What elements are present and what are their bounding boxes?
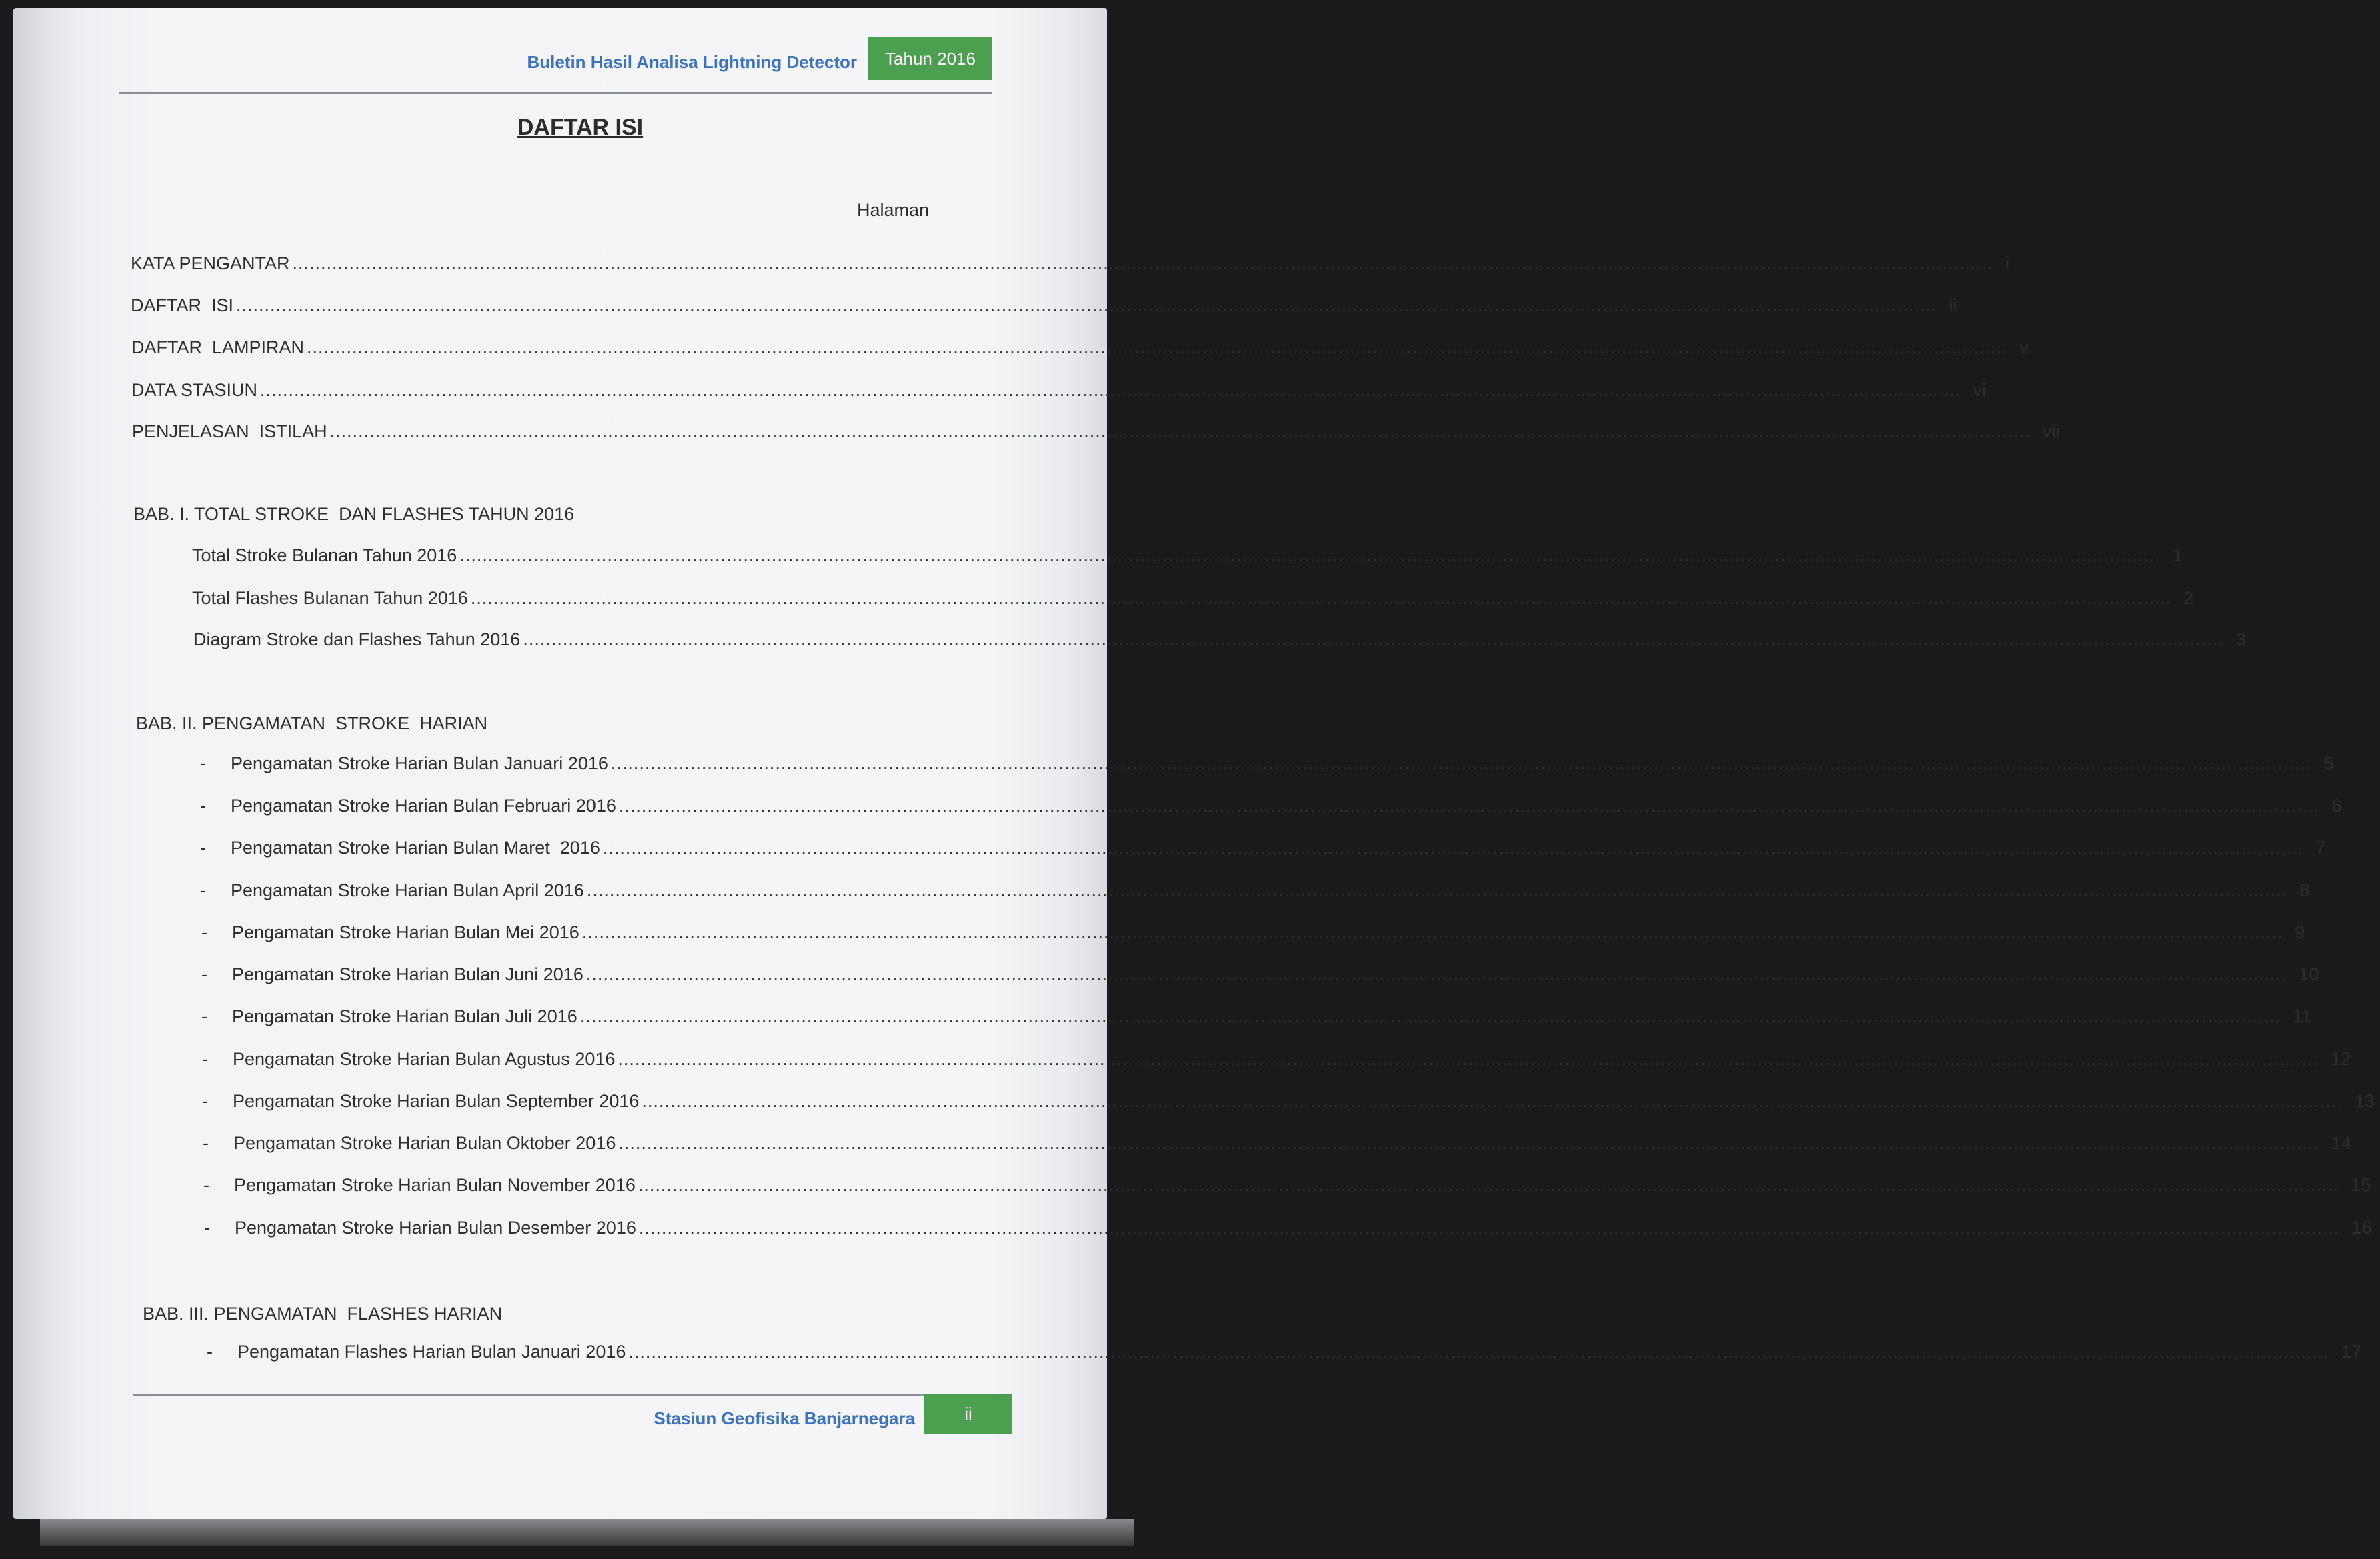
toc-entry[interactable] — [131, 295, 1957, 316]
page-edge-shadow — [40, 1519, 1134, 1546]
toc-entry-page: 9 — [2295, 922, 2305, 942]
dot-leader: ............................................................................................................................................................................................................................................................................................................ — [618, 1133, 2319, 1153]
toc-entry-label: Pengamatan Stroke Harian Bulan November 2016 — [234, 1175, 636, 1195]
toc-entry-page: 1 — [2172, 545, 2183, 565]
toc-entry-dash: - — [201, 922, 207, 942]
toc-entry[interactable] — [202, 1091, 2375, 1112]
dot-leader: ............................................................................................................................................................................................................................................................................................................ — [585, 964, 2287, 984]
dot-leader: ............................................................................................................................................................................................................................................................................................................ — [236, 295, 1937, 315]
footer-title: Stasiun Geofisika Banjarnegara — [654, 1408, 915, 1428]
toc-entry-page: 3 — [2235, 629, 2246, 649]
footer-divider — [133, 1394, 1012, 1396]
toc-entry-label: Pengamatan Stroke Harian Bulan Januari 2016 — [231, 753, 608, 773]
dot-leader: ............................................................................................................................................................................................................................................................................................................ — [642, 1091, 2343, 1111]
header-divider — [119, 92, 992, 94]
dot-leader: ............................................................................................................................................................................................................................................................................................................ — [523, 629, 2224, 649]
toc-entry[interactable] — [203, 1175, 2371, 1196]
toc-entry-label: KATA PENGANTAR — [131, 253, 290, 273]
toc-entry-page: 2 — [2183, 588, 2194, 608]
toc-entry-label: Pengamatan Stroke Harian Bulan Desember 2016 — [235, 1218, 636, 1238]
toc-entry-label: Diagram Stroke dan Flashes Tahun 2016 — [193, 629, 521, 649]
toc-entry-page: 5 — [2323, 753, 2334, 773]
dot-leader: ............................................................................................................................................................................................................................................................................................................ — [618, 796, 2320, 816]
toc-entry[interactable] — [192, 545, 2183, 566]
toc-entry-label: Pengamatan Stroke Harian Bulan Juli 2016 — [232, 1006, 577, 1026]
dot-leader: ............................................................................................................................................................................................................................................................................................................ — [329, 421, 2031, 441]
toc-entry-page: 7 — [2315, 838, 2326, 858]
toc-entry-label: Pengamatan Flashes Harian Bulan Januari 2016 — [237, 1342, 626, 1362]
header-title: Buletin Hasil Analisa Lightning Detector — [527, 52, 857, 72]
toc-entry-page: 6 — [2331, 796, 2342, 816]
dot-leader: ............................................................................................................................................................................................................................................................................................................ — [638, 1218, 2340, 1238]
toc-entry-page: i — [2005, 253, 2009, 273]
dot-leader: ............................................................................................................................................................................................................................................................................................................ — [586, 880, 2288, 900]
chapter-heading: BAB. III. PENGAMATAN FLASHES HARIAN — [143, 1304, 503, 1324]
toc-entry-page: vii — [2043, 421, 2060, 441]
page-title: DAFTAR ISI — [517, 115, 644, 140]
toc-entry-dash: - — [207, 1342, 213, 1362]
toc-entry-label: Pengamatan Stroke Harian Bulan Oktober 2016 — [233, 1133, 616, 1153]
toc-entry-page: 13 — [2354, 1091, 2375, 1111]
dot-leader: ............................................................................................................................................................................................................................................................................................................ — [307, 337, 2008, 357]
toc-entry-page: 15 — [2351, 1175, 2371, 1195]
toc-entry[interactable] — [200, 796, 2342, 816]
toc-entry[interactable] — [131, 380, 1986, 401]
toc-entry-label: DATA STASIUN — [131, 380, 258, 400]
toc-entry[interactable] — [204, 1218, 2372, 1238]
toc-entry[interactable] — [193, 629, 2246, 650]
chapter-heading: BAB. II. PENGAMATAN STROKE HARIAN — [136, 713, 488, 733]
toc-entry-label: Pengamatan Stroke Harian Bulan Juni 2016 — [232, 964, 583, 984]
toc-entry[interactable] — [200, 838, 2326, 858]
toc-entry[interactable] — [203, 1133, 2351, 1154]
dot-leader: ............................................................................................................................................................................................................................................................................................................ — [292, 253, 1993, 273]
toc-entry-dash: - — [200, 838, 206, 858]
toc-entry-page: vi — [1973, 380, 1986, 400]
toc-entry-label: Total Flashes Bulanan Tahun 2016 — [192, 588, 468, 608]
toc-entry[interactable] — [201, 922, 2305, 943]
toc-entry-page: 14 — [2331, 1133, 2351, 1153]
toc-entry-dash: - — [200, 880, 206, 900]
toc-entry-label: Pengamatan Stroke Harian Bulan Agustus 2016 — [233, 1049, 616, 1069]
toc-entry-label: Pengamatan Stroke Harian Bulan Mei 2016 — [232, 922, 579, 942]
toc-entry-label: DAFTAR LAMPIRAN — [131, 337, 305, 357]
toc-entry-page: 12 — [2330, 1049, 2351, 1069]
toc-entry-page: 17 — [2341, 1342, 2361, 1362]
dot-leader: ............................................................................................................................................................................................................................................................................................................ — [581, 922, 2283, 942]
dot-leader: ............................................................................................................................................................................................................................................................................................................ — [618, 1049, 2319, 1069]
toc-entry-page: 16 — [2351, 1218, 2372, 1238]
dot-leader: ............................................................................................................................................................................................................................................................................................................ — [628, 1342, 2329, 1362]
footer-page-badge: ii — [924, 1394, 1012, 1434]
toc-entry-page: 11 — [2293, 1006, 2312, 1026]
toc-entry-page: 8 — [2299, 880, 2310, 900]
toc-entry-label: Pengamatan Stroke Harian Bulan Maret 2016 — [231, 838, 600, 858]
toc-entry-page: ii — [1949, 295, 1957, 315]
dot-leader: ............................................................................................................................................................................................................................................................................................................ — [602, 838, 2304, 858]
dot-leader: ............................................................................................................................................................................................................................................................................................................ — [610, 753, 2312, 773]
toc-entry-label: Total Stroke Bulanan Tahun 2016 — [192, 545, 457, 565]
dot-leader: ............................................................................................................................................................................................................................................................................................................ — [260, 380, 1961, 400]
dot-leader: ............................................................................................................................................................................................................................................................................................................ — [459, 545, 2161, 565]
toc-entry[interactable] — [131, 253, 2009, 274]
toc-entry[interactable] — [200, 753, 2334, 774]
toc-entry[interactable] — [207, 1342, 2361, 1362]
toc-entry-dash: - — [201, 964, 207, 984]
toc-entry[interactable] — [202, 1049, 2351, 1070]
toc-entry[interactable] — [192, 588, 2194, 609]
halaman-column-label: Halaman — [857, 200, 930, 220]
toc-entry-dash: - — [202, 1091, 208, 1111]
dot-leader: ............................................................................................................................................................................................................................................................................................................ — [470, 588, 2172, 608]
toc-entry-label: Pengamatan Stroke Harian Bulan April 2016 — [231, 880, 584, 900]
toc-entry-dash: - — [200, 796, 206, 816]
toc-entry-page: 10 — [2299, 964, 2319, 984]
toc-entry-label: Pengamatan Stroke Harian Bulan Februari 2016 — [231, 796, 616, 816]
toc-entry[interactable] — [201, 964, 2319, 985]
header-year-badge: Tahun 2016 — [868, 37, 992, 80]
toc-entry-page: v — [2019, 337, 2029, 357]
dot-leader: ............................................................................................................................................................................................................................................................................................................ — [638, 1175, 2339, 1195]
toc-entry[interactable] — [201, 1006, 2312, 1027]
toc-entry-dash: - — [201, 1006, 207, 1026]
chapter-heading: BAB. I. TOTAL STROKE DAN FLASHES TAHUN 2016 — [133, 504, 575, 524]
toc-entry-dash: - — [200, 753, 206, 773]
toc-entry[interactable] — [131, 337, 2029, 358]
toc-entry-label: DAFTAR ISI — [131, 295, 234, 315]
toc-entry-dash: - — [203, 1175, 209, 1195]
toc-entry-dash: - — [202, 1049, 208, 1069]
toc-entry[interactable] — [132, 421, 2060, 442]
toc-entry[interactable] — [200, 880, 2310, 901]
toc-entry-dash: - — [204, 1218, 210, 1238]
toc-entry-label: Pengamatan Stroke Harian Bulan September 2016 — [233, 1091, 640, 1111]
toc-entry-label: PENJELASAN ISTILAH — [132, 421, 327, 441]
toc-entry-dash: - — [203, 1133, 209, 1153]
dot-leader: ............................................................................................................................................................................................................................................................................................................ — [579, 1006, 2281, 1026]
